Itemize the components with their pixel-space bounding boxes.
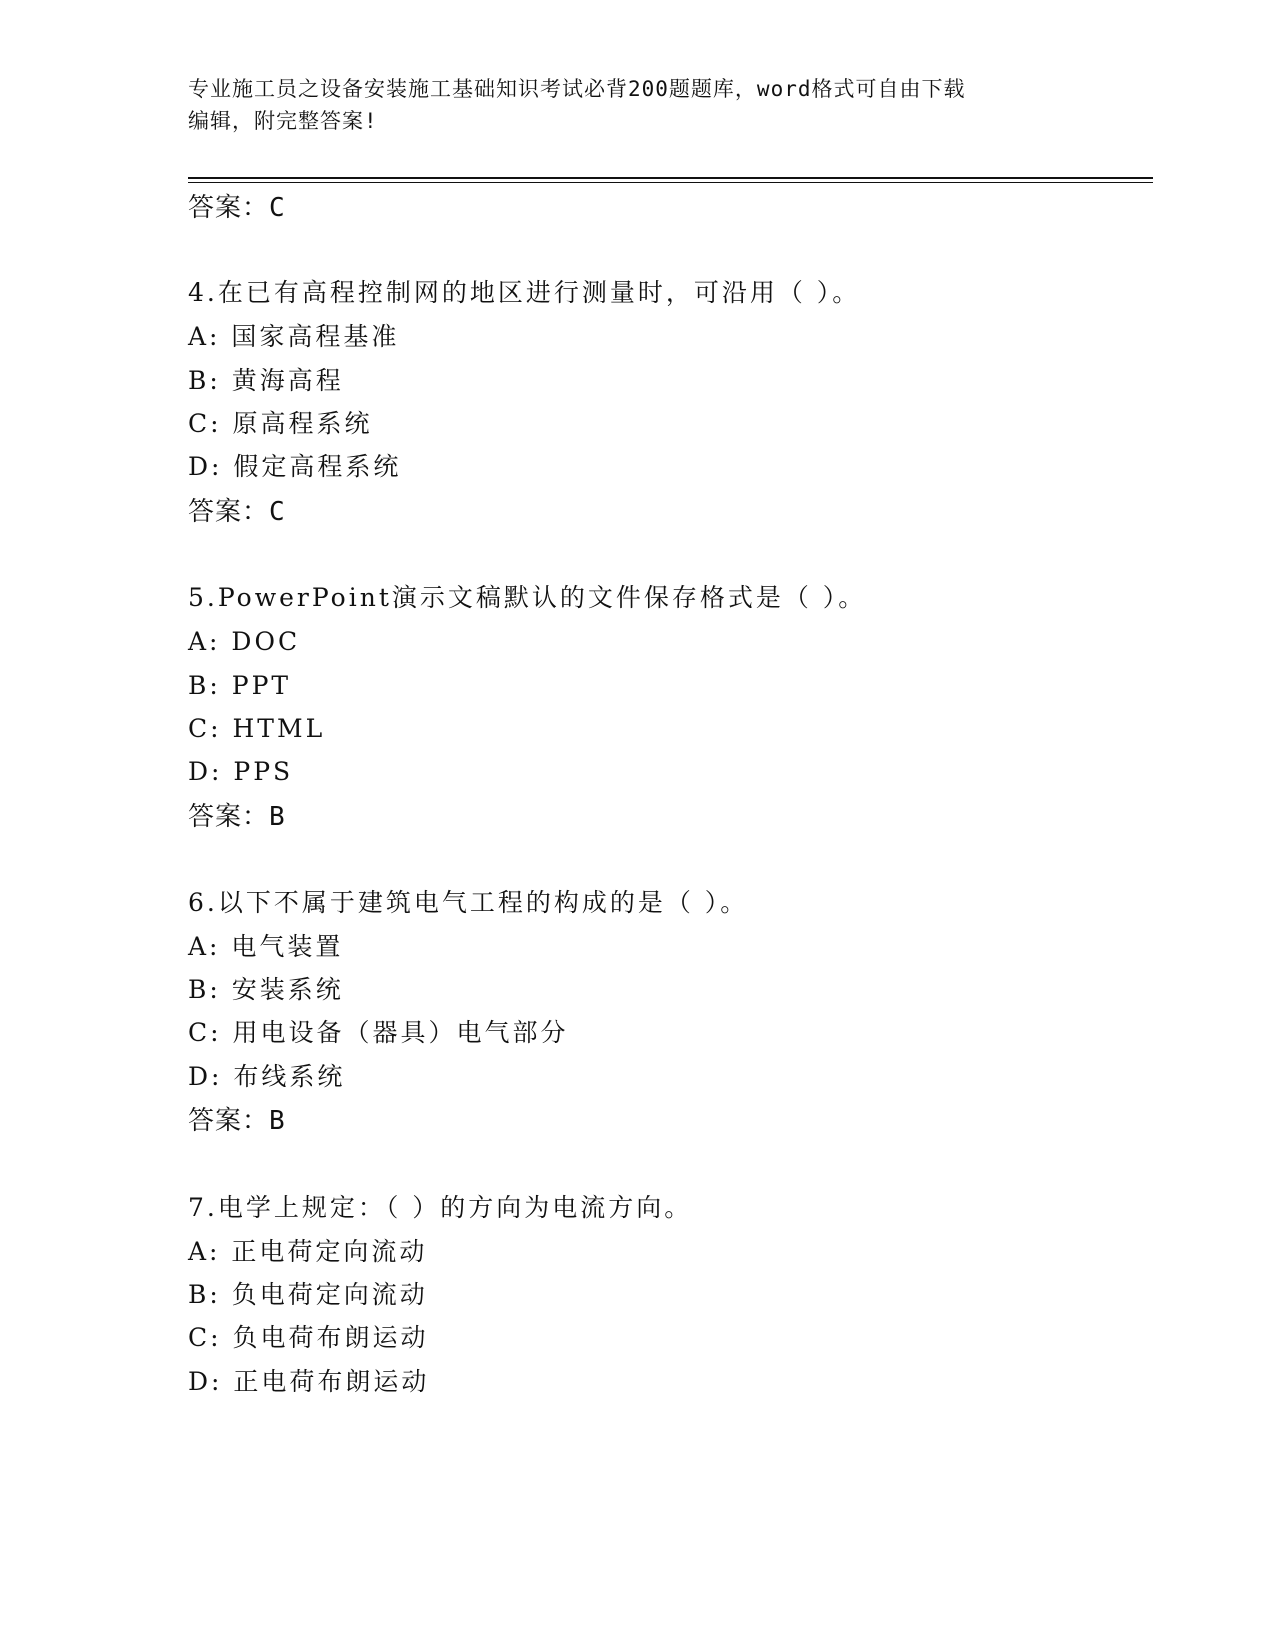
answer-previous: 答案：C xyxy=(188,193,286,223)
question-4-option-a: A: 国家高程基准 xyxy=(188,322,400,351)
question-4-option-d: D: 假定高程系统 xyxy=(188,452,402,481)
question-5-option-d: D: PPS xyxy=(188,757,294,786)
question-6-option-d: D: 布线系统 xyxy=(188,1062,346,1091)
question-4-option-c: C: 原高程系统 xyxy=(188,409,373,438)
question-5-stem: 5.PowerPoint演示文稿默认的文件保存格式是（ ）。 xyxy=(188,583,867,612)
question-6-answer: 答案：B xyxy=(188,1106,286,1136)
header-rule-thin xyxy=(188,182,1153,183)
question-5-option-a: A: DOC xyxy=(188,627,301,656)
question-7-stem: 7.电学上规定：（ ）的方向为电流方向。 xyxy=(188,1193,693,1222)
question-7-option-b: B: 负电荷定向流动 xyxy=(188,1280,428,1309)
question-4-option-b: B: 黄海高程 xyxy=(188,366,344,395)
question-7-option-d: D: 正电荷布朗运动 xyxy=(188,1367,430,1396)
header-rule-thick xyxy=(188,177,1153,179)
question-6-option-a: A: 电气装置 xyxy=(188,932,344,961)
header-line-1: 专业施工员之设备安装施工基础知识考试必背200题题库，word格式可自由下载 xyxy=(188,77,966,101)
question-7-option-c: C: 负电荷布朗运动 xyxy=(188,1323,429,1352)
question-6-option-c: C: 用电设备（器具）电气部分 xyxy=(188,1018,569,1047)
header-line-2: 编辑，附完整答案! xyxy=(188,109,378,133)
question-5-answer: 答案：B xyxy=(188,802,286,832)
question-4-answer: 答案：C xyxy=(188,497,286,527)
question-6-stem: 6.以下不属于建筑电气工程的构成的是（ ）。 xyxy=(188,888,749,917)
question-7-option-a: A: 正电荷定向流动 xyxy=(188,1237,428,1266)
question-4-stem: 4.在已有高程控制网的地区进行测量时，可沿用（ ）。 xyxy=(188,278,861,307)
document-header xyxy=(188,73,1088,137)
question-6-option-b: B: 安装系统 xyxy=(188,975,344,1004)
question-5-option-c: C: HTML xyxy=(188,714,326,743)
question-5-option-b: B: PPT xyxy=(188,671,292,700)
